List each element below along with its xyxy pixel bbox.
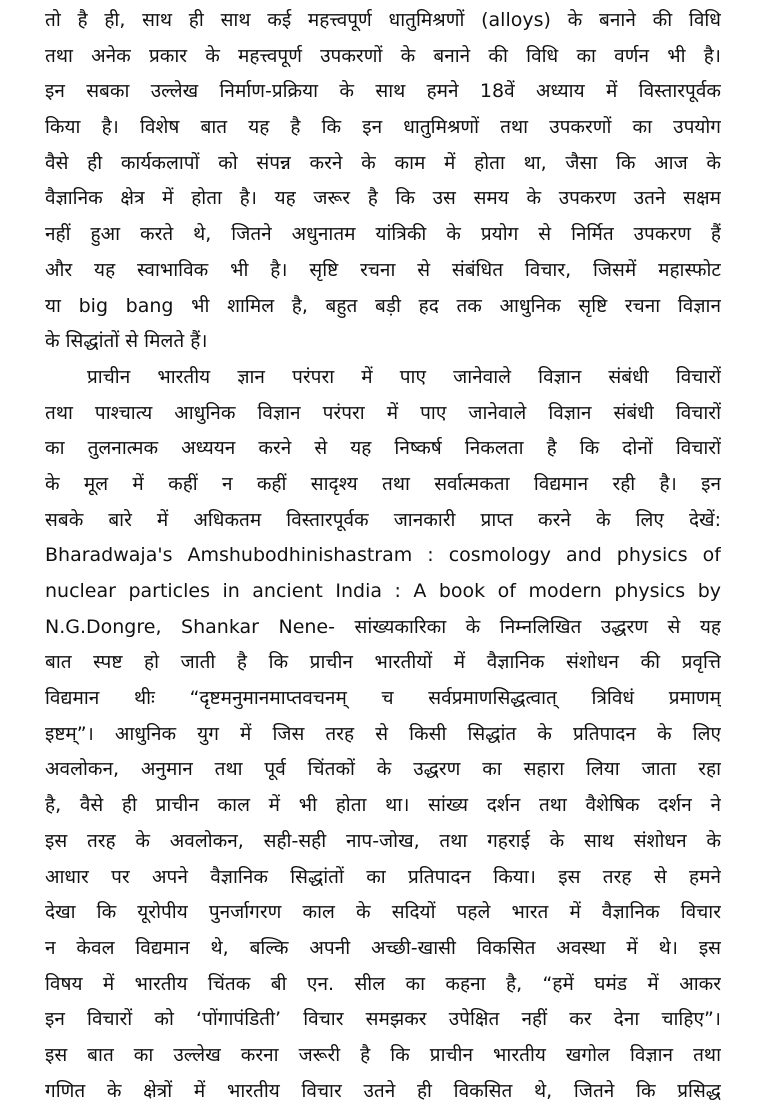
text-line: विषय में भारतीय चिंतक बी एन. सील का कहना है, “हमें घमंड में आकर — [45, 972, 721, 995]
text-line: देखा कि यूरोपीय पुनर्जागरण काल के सदियों पहले भारत में वैज्ञानिक विचार — [45, 901, 721, 924]
text-line: किया है। विशेष बात यह है कि इन धातुमिश्रणों तथा उपकरणों का उपयोग — [45, 116, 721, 139]
text-line: का तुलनात्मक अध्ययन करने से यह निष्कर्ष निकलता है कि दोनों विचारों — [45, 437, 721, 460]
text-line: सबके बारे में अधिकतम विस्तारपूर्वक जानकारी प्राप्त करने के लिए देखें: — [45, 508, 721, 531]
text-line: इन सबका उल्लेख निर्माण-प्रक्रिया के साथ हमने 18वें अध्याय में विस्तारपूर्वक — [45, 80, 721, 103]
text-line: है, वैसे ही प्राचीन काल में भी होता था। सांख्य दर्शन तथा वैशेषिक दर्शन ने — [45, 794, 721, 817]
text-line: के मूल में कहीं न कहीं सादृश्य तथा सर्वात्मकता विद्यमान रही है। इन — [45, 472, 721, 495]
text-line: आधार पर अपने वैज्ञानिक सिद्धांतों का प्रतिपादन किया। इस तरह से हमने — [45, 865, 721, 888]
text-line: वैसे ही कार्यकलापों को संपन्न करने के काम में होता था, जैसा कि आज के — [45, 151, 721, 174]
text-line: तथा पाश्चात्य आधुनिक विज्ञान परंपरा में पाए जानेवाले विज्ञान संबंधी विचारों — [45, 401, 721, 424]
text-line: नहीं हुआ करते थे, जितने अधुनातम यांत्रिकी के प्रयोग से निर्मित उपकरण हैं — [45, 223, 721, 246]
text-line: इष्टम्”। आधुनिक युग में जिस तरह से किसी सिद्धांत के प्रतिपादन के लिए — [45, 722, 721, 745]
text-line: के सिद्धांतों से मिलते हैं। — [45, 330, 208, 353]
text-line: इस बात का उल्लेख करना जरूरी है कि प्राचीन भारतीय खगोल विज्ञान तथा — [45, 1043, 721, 1066]
text-line: और यह स्वाभाविक भी है। सृष्टि रचना से संबंधित विचार, जिसमें महास्फोट — [45, 258, 721, 281]
text-line: इन विचारों को ‘पोंगापंडिती’ विचार समझकर उपेक्षित नहीं कर देना चाहिए”। — [45, 1008, 721, 1031]
document-page — [45, 3, 721, 1109]
text-line: बात स्पष्ट हो जाती है कि प्राचीन भारतीयों में वैज्ञानिक संशोधन की प्रवृत्ति — [45, 651, 721, 674]
text-line: तो है ही, साथ ही साथ कई महत्त्वपूर्ण धातुमिश्रणों (alloys) के बनाने की विधि — [45, 9, 721, 31]
text-line: N.G.Dongre, Shankar Nene- सांख्यकारिका के निम्नलिखित उद्धरण से यह — [45, 615, 721, 638]
text-line: गणित के क्षेत्रों में भारतीय विचार उतने ही विकसित थे, जितने कि प्रसिद्ध — [45, 1079, 721, 1102]
text-line: वैज्ञानिक क्षेत्र में होता है। यह जरूर है कि उस समय के उपकरण उतने सक्षम — [45, 187, 721, 210]
text-line: विद्यमान थीः “दृष्टमनुमानमाप्तवचनम् च सर्वप्रमाणसिद्धत्वात् त्रिविधं प्रमाणम् — [45, 687, 721, 710]
text-line: अवलोकन, अनुमान तथा पूर्व चिंतकों के उद्धरण का सहारा लिया जाता रहा — [45, 758, 721, 781]
text-line: या big bang भी शामिल है, बहुत बड़ी हद तक आधुनिक सृष्टि रचना विज्ञान — [45, 294, 721, 317]
text-line: न केवल विद्यमान थे, बल्कि अपनी अच्छी-खासी विकसित अवस्था में थे। इस — [45, 936, 721, 959]
text-line: nuclear particles in ancient India : A book of modern physics by — [45, 580, 721, 602]
text-line: प्राचीन भारतीय ज्ञान परंपरा में पाए जानेवाले विज्ञान संबंधी विचारों — [87, 365, 721, 388]
text-line: इस तरह के अवलोकन, सही-सही नाप-जोख, तथा गहराई के साथ संशोधन के — [45, 829, 721, 852]
text-line: Bharadwaja's Amshubodhinishastram : cosmology and physics of — [45, 544, 721, 567]
text-line: तथा अनेक प्रकार के महत्त्वपूर्ण उपकरणों के बनाने की विधि का वर्णन भी है। — [45, 44, 721, 67]
